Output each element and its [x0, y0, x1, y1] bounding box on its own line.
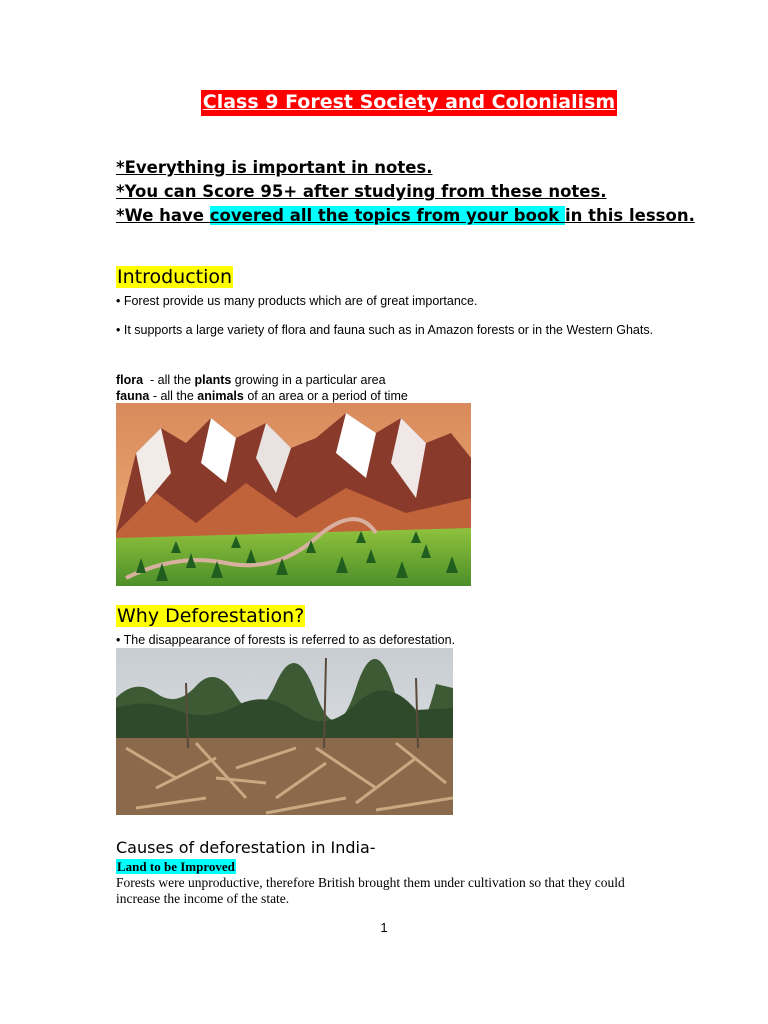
fauna-end: of an area or a period of time	[243, 389, 408, 403]
causes-text: Forests were unproductive, therefore British brought them under cultivation so that they could increase the income of the state.	[116, 875, 625, 906]
key-point-2	[116, 180, 716, 204]
key-point-3-post: in this lesson.	[565, 206, 695, 225]
page-title: Class 9 Forest Society and Colonialism	[201, 90, 617, 116]
deforestation-heading	[116, 605, 305, 627]
key-point-1-text: *Everything is important in notes.	[116, 158, 433, 177]
introduction-heading	[116, 266, 233, 288]
fauna-bold: animals	[197, 389, 244, 403]
intro-bullet-1: • Forest provide us many products which are of great importance.	[116, 294, 478, 308]
flora-end: growing in a particular area	[231, 373, 386, 387]
flora-term: flora	[116, 373, 144, 387]
key-point-3-highlight: covered all the topics from your book	[209, 206, 565, 225]
causes-subheading-text: Land to be Improved	[117, 859, 235, 874]
deforestation-photo	[116, 648, 453, 815]
page-number: 1	[380, 920, 388, 935]
key-point-3	[116, 204, 716, 228]
mountain-illustration-svg	[116, 403, 471, 586]
deforestation-heading-text: Why Deforestation?	[117, 605, 305, 627]
title-container	[0, 90, 768, 116]
deforestation-bullet-1: • The disappearance of forests is referred to as deforestation.	[116, 633, 456, 647]
fauna-mid: - all the	[149, 389, 198, 403]
causes-subheading	[116, 859, 236, 875]
key-point-1	[116, 156, 716, 180]
intro-bullet-2: • It supports a large variety of flora and fauna such as in Amazon forests or in the Western Ghats.	[116, 323, 654, 337]
key-point-2-text: *You can Score 95+ after studying from these notes.	[116, 182, 607, 201]
flora-definition	[116, 372, 656, 388]
flora-mid: - all the	[143, 373, 195, 387]
key-point-3-pre: *We have	[116, 206, 210, 225]
fauna-term: fauna	[116, 389, 150, 403]
deforestation-photo-svg	[116, 648, 453, 815]
flora-bold: plants	[194, 373, 232, 387]
causes-heading: Causes of deforestation in India-	[116, 838, 376, 857]
key-points	[116, 156, 716, 228]
mountain-forest-illustration	[116, 403, 471, 586]
introduction-heading-text: Introduction	[117, 266, 233, 288]
fauna-definition	[116, 388, 656, 404]
